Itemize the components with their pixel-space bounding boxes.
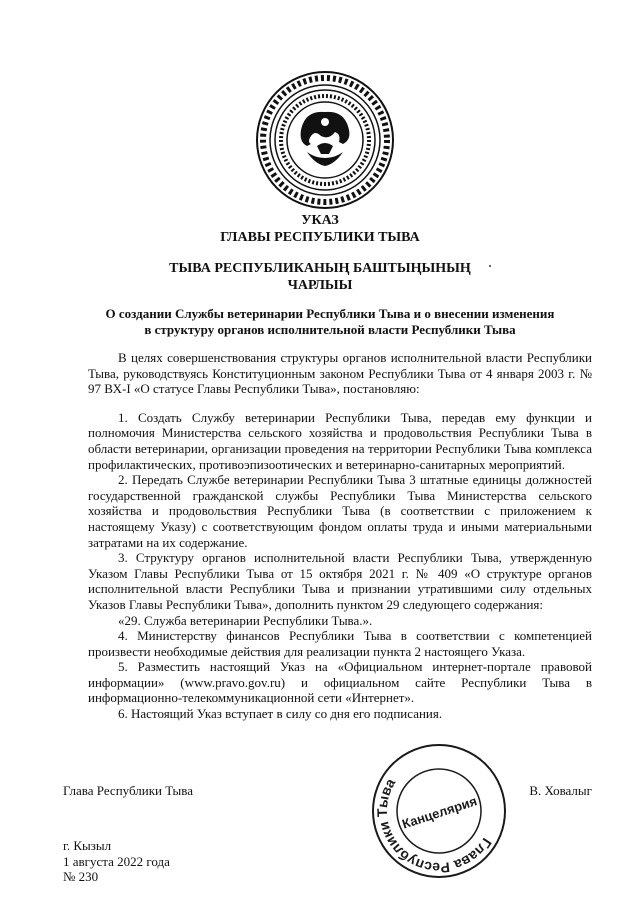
item-3-quote: «29. Служба ветеринарии Республики Тыва.». (118, 612, 373, 628)
emblem-icon (255, 70, 395, 210)
item-2: 2. Передать Службе ветеринарии Республики Тыва 3 штатные единицы должностей государственной гражданской службы Республики Тыва Министерства сельского хозяйства и продовольствия Республики Тыва (в соответствии с приложением к настоящему Указу) с соответствующим фондом оплаты труда и иными материальными затратами на их содержание. (88, 472, 592, 550)
issue-city: г. Кызыл (63, 838, 112, 853)
document-body (88, 350, 592, 722)
item-5: 5. Разместить настоящий Указ на «Официальном интернет-портале правовой информации» (www.pravo.gov.ru) и официальном сайте Республики Тыва в информационно-телекоммуникационной сети «Интернет». (88, 659, 592, 706)
item-4: 4. Министерству финансов Республики Тыва в соответствии с компетенцией произвести необходимые действия для реализации пункта 2 настоящего Указа. (88, 628, 592, 659)
stamp-center-text: Канцелярия (400, 793, 479, 832)
signer-name: В. Ховалыг (529, 783, 592, 798)
subject-line-1: О создании Службы ветеринарии Республики Тыва и о внесении изменения (105, 306, 555, 321)
document-title: УКАЗ (301, 213, 339, 228)
item-6: 6. Настоящий Указ вступает в силу со дня его подписания. (118, 706, 443, 722)
document-issuer: ГЛАВЫ РЕСПУБЛИКИ ТЫВА (220, 230, 420, 245)
document-title-tuvan: ТЫВА РЕСПУБЛИКАНЫҢ БАШТЫҢЫНЫҢ (169, 261, 471, 276)
intro-paragraph: В целях совершенствования структуры органов исполнительной власти Республики Тыва, руководствуясь Конституционным законом Республики Тыва от 4 января 2003 г. № 97 ВХ-I «О статусе Главы Республики Тыва», постановляю: (88, 350, 592, 397)
document-title-tuvan-2: ЧАРЛЫЫ (287, 278, 353, 293)
stamp-seal (370, 742, 508, 880)
subject-line-2: в структуру органов исполнительной власти Республики Тыва (144, 322, 516, 337)
issue-number: № 230 (63, 869, 99, 884)
signer-position: Глава Республики Тыва (63, 783, 194, 798)
stamp-ring-text: Глава Республики Тыва (373, 775, 495, 877)
issue-details (63, 838, 170, 885)
speck (489, 265, 491, 267)
issue-date: 1 августа 2022 года (63, 853, 170, 869)
document-subject (60, 306, 600, 338)
item-3: 3. Структуру органов исполнительной власти Республики Тыва, утвержденную Указом Главы Республики Тыва от 15 октября 2021 г. № 409 «О структуре органов исполнительной власти Республики Тыва и признании утратившими силу отдельных Указов Главы Республики Тыва», дополнить пунктом 29 следующего содержания: (88, 550, 592, 612)
item-1: 1. Создать Службу ветеринарии Республики Тыва, передав ему функции и полномочия Министерства сельского хозяйства и продовольствия Республики Тыва в области ветеринарии, организации проведения на территории Республики Тыва комплекса профилактических, противоэпизоотических и ветеринарно-санитарных мероприятий. (88, 409, 592, 472)
